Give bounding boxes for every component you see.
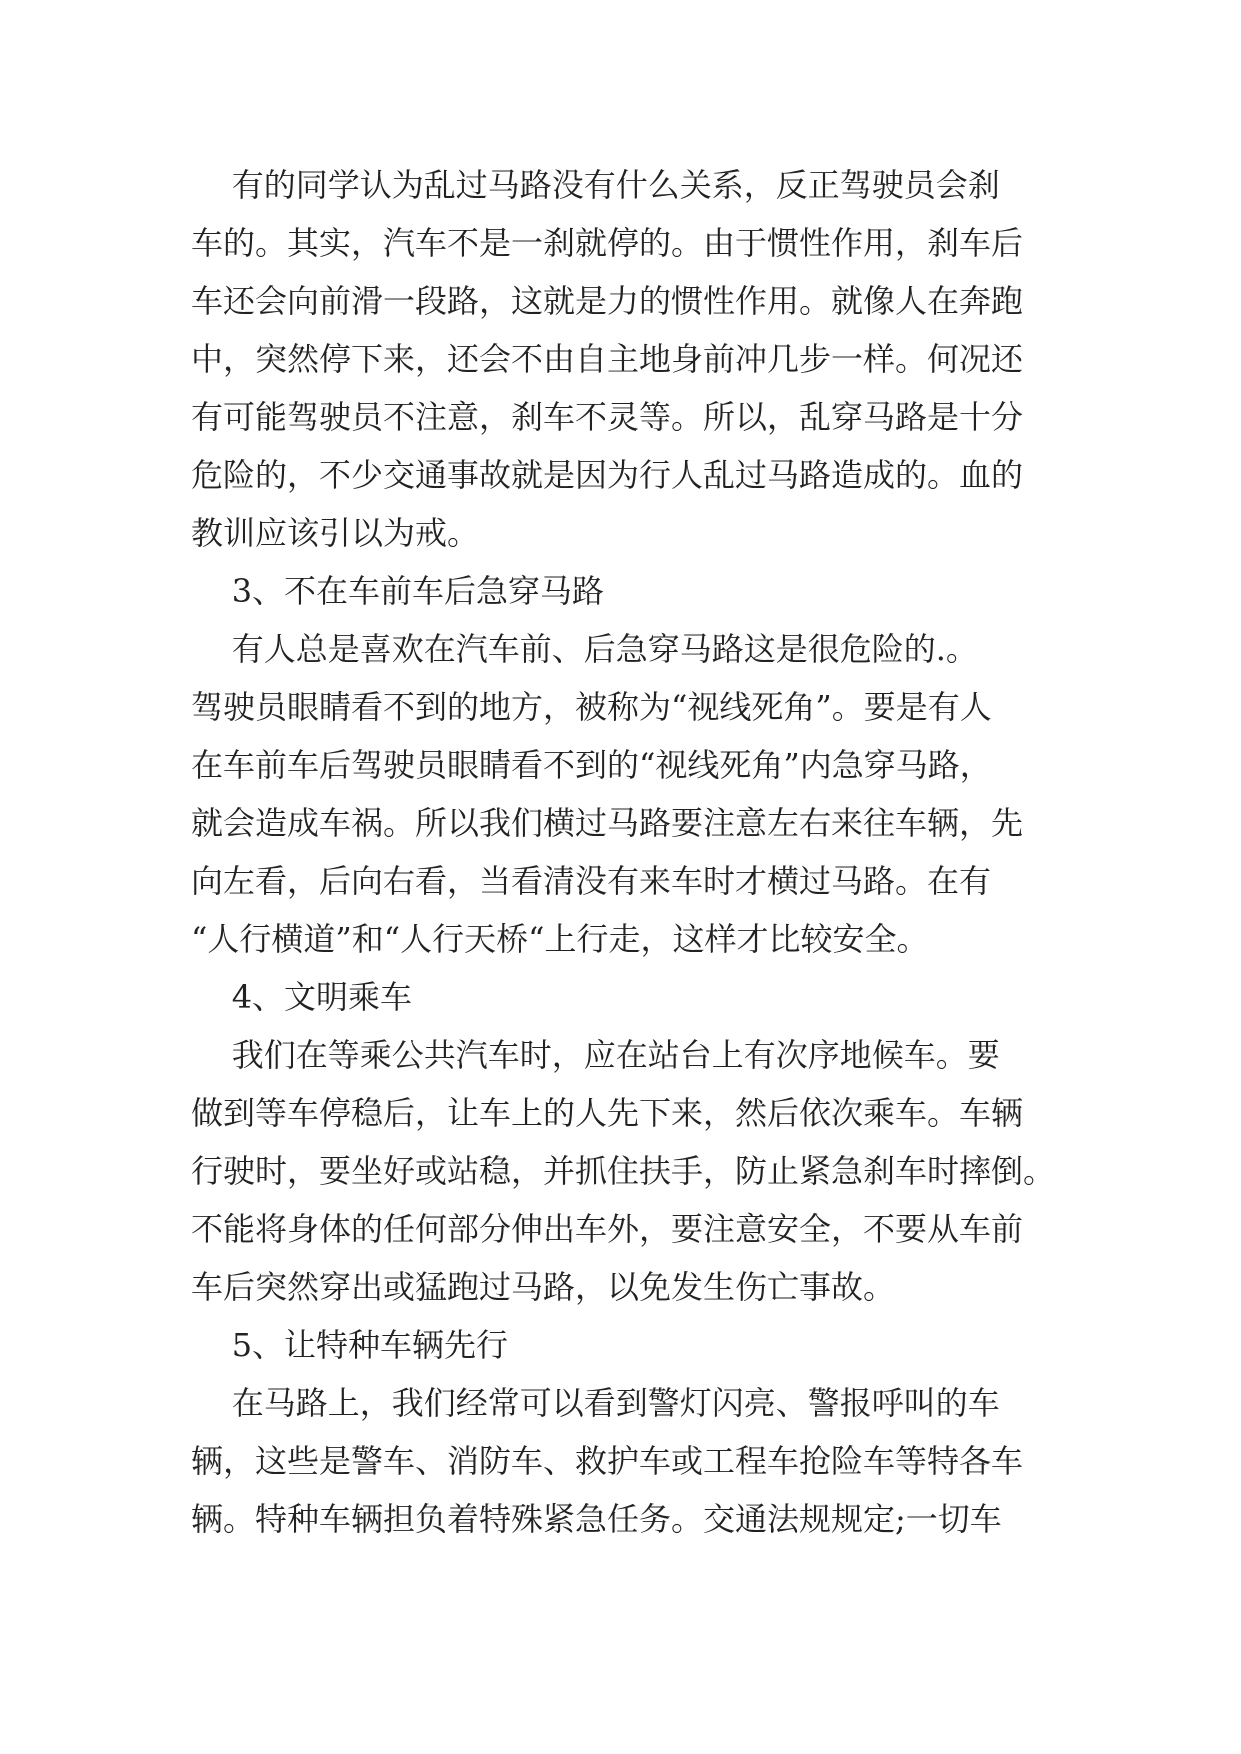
section-heading: 3、不在车前车后急穿马路 xyxy=(191,572,605,610)
text-line: 在马路上，我们经常可以看到警灯闪亮、警报呼叫的车 xyxy=(191,1384,1000,1422)
text-line: 向左看，后向右看，当看清没有来车时才横过马路。在有 xyxy=(191,862,992,900)
text-line: 就会造成车祸。所以我们横过马路要注意左右来往车辆，先 xyxy=(191,804,1024,842)
text-line: 驾驶员眼睛看不到的地方，被称为“视线死角”。要是有人 xyxy=(191,688,992,726)
text-line: 做到等车停稳后，让车上的人先下来，然后依次乘车。车辆 xyxy=(191,1094,1024,1132)
text-line: 中，突然停下来，还会不由自主地身前冲几步一样。何况还 xyxy=(191,340,1024,378)
document-body xyxy=(191,156,1071,1548)
text-line: 有的同学认为乱过马路没有什么关系，反正驾驶员会刹 xyxy=(191,166,1000,204)
section-heading: 5、让特种车辆先行 xyxy=(191,1326,509,1364)
text-line: 车还会向前滑一段路，这就是力的惯性作用。就像人在奔跑 xyxy=(191,282,1024,320)
text-line: 有可能驾驶员不注意，刹车不灵等。所以，乱穿马路是十分 xyxy=(191,398,1024,436)
text-line: 辆，这些是警车、消防车、救护车或工程车抢险车等特各车 xyxy=(191,1442,1024,1480)
text-line: 在车前车后驾驶员眼睛看不到的“视线死角”内急穿马路， xyxy=(191,746,992,784)
text-line: 教训应该引以为戒。 xyxy=(191,514,480,552)
text-line: 不能将身体的任何部分伸出车外，要注意安全，不要从车前 xyxy=(191,1210,1024,1248)
text-line: 行驶时，要坐好或站稳，并抓住扶手，防止紧急刹车时摔倒。 xyxy=(191,1152,1056,1190)
text-line: 车的。其实，汽车不是一刹就停的。由于惯性作用，刹车后 xyxy=(191,224,1024,262)
text-line: 辆。特种车辆担负着特殊紧急任务。交通法规规定;一切车 xyxy=(191,1500,1002,1538)
text-line: 我们在等乘公共汽车时，应在站台上有次序地候车。要 xyxy=(191,1036,1000,1074)
text-line: “人行横道”和“人行天桥“上行走，这样才比较安全。 xyxy=(191,920,929,958)
text-line: 危险的，不少交通事故就是因为行人乱过马路造成的。血的 xyxy=(191,456,1024,494)
text-line: 有人总是喜欢在汽车前、后急穿马路这是很危险的.。 xyxy=(191,630,978,668)
text-line: 车后突然穿出或猛跑过马路，以免发生伤亡事故。 xyxy=(191,1268,896,1306)
section-heading: 4、文明乘车 xyxy=(191,978,413,1016)
